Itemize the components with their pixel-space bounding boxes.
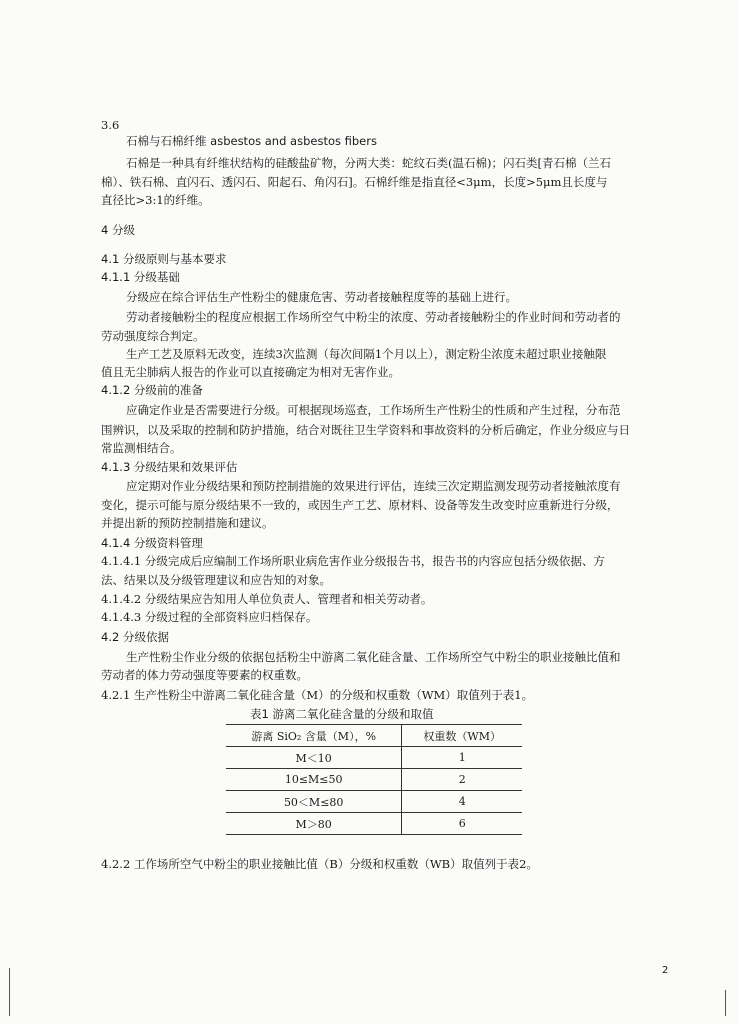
scan-edge-mark bbox=[725, 990, 726, 1016]
table-cell: M＜10 bbox=[226, 747, 402, 769]
table-cell: 6 bbox=[402, 813, 522, 835]
table-header-row bbox=[226, 725, 522, 747]
table-row bbox=[226, 747, 522, 769]
paragraph-line: 应定期对作业分级结果和预防控制措施的效果进行评估，连续三次定期监测发现劳动者接触浓度有 bbox=[126, 479, 621, 493]
table-cell: M＞80 bbox=[226, 813, 402, 835]
table-row bbox=[226, 769, 522, 791]
paragraph-line: 常监测相结合。 bbox=[101, 441, 182, 455]
table-cell: 4 bbox=[402, 791, 522, 813]
page-number: 2 bbox=[662, 965, 669, 976]
paragraph-line: 4.1.4.3 分级过程的全部资料应归档保存。 bbox=[101, 610, 318, 624]
section-number: 3.6 bbox=[101, 118, 120, 132]
paragraph-line: 分级应在综合评估生产性粉尘的健康危害、劳动者接触程度等的基础上进行。 bbox=[126, 290, 517, 304]
paragraph-line: 变化，提示可能与原分级结果不一致的，或因生产工艺、原材料、设备等发生改变时应重新进行分级， bbox=[101, 498, 619, 512]
paragraph-line: 4.1.4.2 分级结果应告知用人单位负责人、管理者和相关劳动者。 bbox=[101, 592, 433, 606]
paragraph-line: 4.2.2 工作场所空气中粉尘的职业接触比值（B）分级和权重数（WB）取值列于表2。 bbox=[101, 857, 538, 871]
table-header-cell: 游离 SiO₂ 含量（M），% bbox=[226, 725, 402, 747]
paragraph-line: 生产工艺及原料无改变，连续3次监测（每次间隔1个月以上），测定粉尘浓度未超过职业接触限 bbox=[126, 347, 607, 361]
paragraph-line: 劳动者的体力劳动强度等要素的权重数。 bbox=[101, 668, 308, 682]
paragraph-line: 直径比>3:1的纤维。 bbox=[101, 193, 210, 207]
paragraph-line: 劳动者接触粉尘的程度应根据工作场所空气中粉尘的浓度、劳动者接触粉尘的作业时间和劳动者的 bbox=[126, 310, 621, 324]
section-heading: 4.2 分级依据 bbox=[101, 630, 169, 644]
table-cell: 2 bbox=[402, 769, 522, 791]
paragraph-line: 4.2.1 生产性粉尘中游离二氧化硅含量（M）的分级和权重数（WM）取值列于表1。 bbox=[101, 688, 534, 702]
table-row bbox=[226, 813, 522, 835]
table-cell: 1 bbox=[402, 747, 522, 769]
subsection-heading: 4.1.1 分级基础 bbox=[101, 270, 180, 284]
paragraph-line: 应确定作业是否需要进行分级。可根据现场巡查，工作场所生产性粉尘的性质和产生过程，分布范 bbox=[126, 403, 621, 417]
table-cell: 10≤M≤50 bbox=[226, 769, 402, 791]
table-row bbox=[226, 791, 522, 813]
paragraph-line: 生产性粉尘作业分级的依据包括粉尘中游离二氧化硅含量、工作场所空气中粉尘的职业接触比值和 bbox=[126, 650, 621, 664]
subsection-heading: 4.1.3 分级结果和效果评估 bbox=[101, 460, 238, 474]
table-cell: 50＜M≤80 bbox=[226, 791, 402, 813]
subsection-heading: 4.1.2 分级前的准备 bbox=[101, 383, 203, 397]
section-heading: 4.1 分级原则与基本要求 bbox=[101, 252, 227, 266]
paragraph-line: 围辨识，以及采取的控制和防护措施，结合对既往卫生学资料和事故资料的分析后确定，作业分级应与日 bbox=[101, 423, 630, 437]
paragraph-line: 并提出新的预防控制措施和建议。 bbox=[101, 516, 274, 530]
paragraph-line: 石棉是一种具有纤维状结构的硅酸盐矿物，分两大类：蛇纹石类(温石棉)；闪石类[青石棉（兰石 bbox=[126, 156, 611, 170]
table-header-cell: 权重数（WM） bbox=[402, 725, 522, 747]
paragraph-line: 劳动强度综合判定。 bbox=[101, 329, 205, 343]
paragraph-line: 4.1.4.1 分级完成后应编制工作场所职业病危害作业分级报告书，报告书的内容应包括分级依据、方 bbox=[101, 554, 605, 568]
chapter-heading: 4 分级 bbox=[101, 223, 135, 237]
paragraph-line: 值且无尘肺病人报告的作业可以直接确定为相对无害作业。 bbox=[101, 365, 400, 379]
silica-grading-table bbox=[226, 724, 522, 835]
subsection-heading: 4.1.4 分级资料管理 bbox=[101, 536, 203, 550]
table-title: 表1 游离二氧化硅含量的分级和取值 bbox=[250, 707, 434, 721]
paragraph-line: 法、结果以及分级管理建议和应告知的对象。 bbox=[101, 573, 331, 587]
scan-edge-mark bbox=[9, 968, 10, 1016]
term-heading: 石棉与石棉纤维 asbestos and asbestos fibers bbox=[126, 134, 377, 148]
paragraph-line: 棉）、铁石棉、直闪石、透闪石、阳起石、角闪石]。石棉纤维是指直径<3μm，长度>5μm且长度与 bbox=[101, 175, 608, 189]
